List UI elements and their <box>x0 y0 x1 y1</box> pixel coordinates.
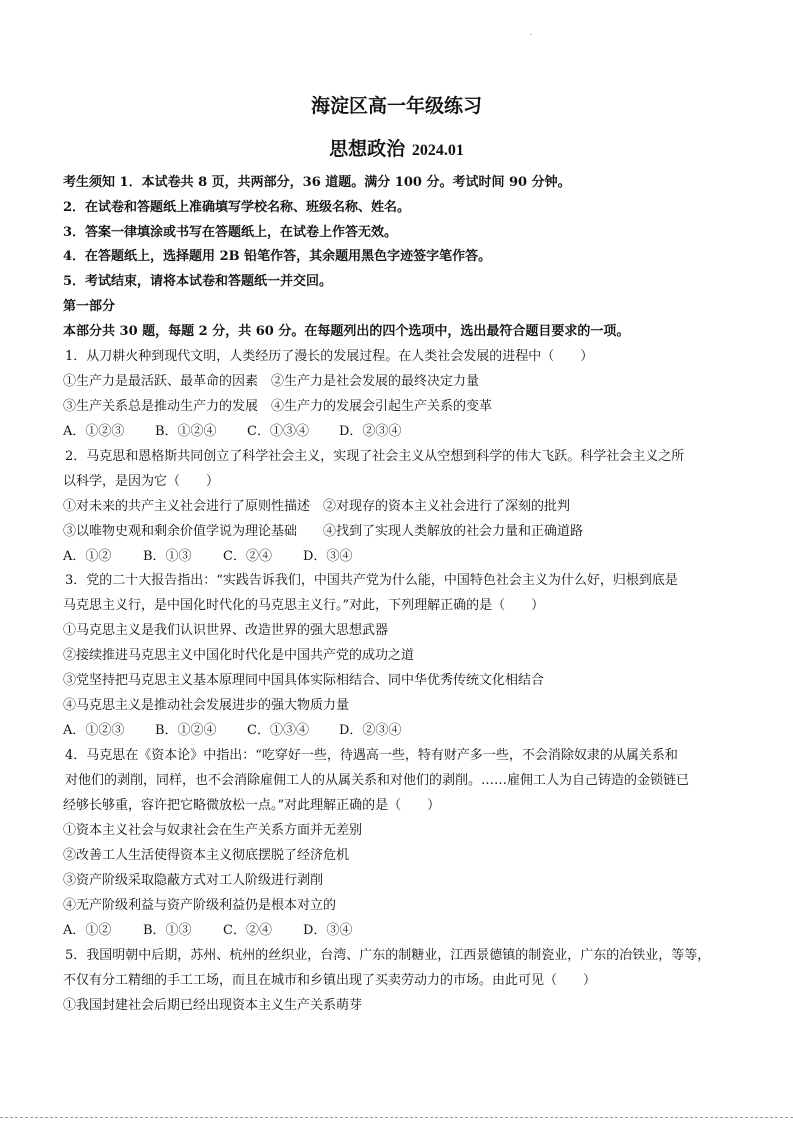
q3-options <box>63 723 401 739</box>
q1-option-c: C．①③④ <box>247 424 309 439</box>
notice-item-3: 3．答案一律填涂或书写在答题纸上，在试卷上作答无效。 <box>63 225 398 240</box>
q4-statement-4: ④无产阶级利益与资产阶级利益仍是根本对立的 <box>63 898 337 913</box>
q4-option-a: A．①② <box>63 923 112 938</box>
q5-stem-line-1: 5．我国明朝中后期，苏州、杭州的丝织业，台湾、广东的制糖业，江西景德镇的制瓷业，广东的冶铁业，等等， <box>65 948 711 963</box>
q4-statement-2: ②改善工人生活使得资本主义彻底摆脱了经济危机 <box>63 848 350 863</box>
q3-stem-line-2: 马克思主义行，是中国化时代化的马克思主义行。”对此，下列理解正确的是（ ） <box>63 598 545 613</box>
notice-item-2: 2．在试卷和答题纸上准确填写学校名称、班级名称、姓名。 <box>63 200 411 215</box>
q1-option-a: A．①②③ <box>63 424 125 439</box>
q3-option-b: B．①②④ <box>155 723 217 738</box>
subject-label: 思想政治 <box>329 138 406 160</box>
page-bottom-divider <box>0 1117 793 1118</box>
notice-item-5: 5．考试结束，请将本试卷和答题纸一并交回。 <box>63 274 333 289</box>
q4-statement-1: ①资本主义社会与奴隶社会在生产关系方面并无差别 <box>63 823 363 838</box>
exam-subtitle <box>0 134 793 161</box>
q4-option-c: C．②④ <box>223 923 272 938</box>
q5-stem-line-2: 不仅有分工精细的手工工场，而且在城市和乡镇出现了买卖劳动力的市场。由此可见（ ） <box>63 973 597 988</box>
q4-options <box>63 923 352 939</box>
q1-option-b: B．①②④ <box>155 424 217 439</box>
q3-option-d: D．②③④ <box>339 723 402 738</box>
q3-statement-3: ③党坚持把马克思主义基本原理同中国具体实际相结合、同中华优秀传统文化相结合 <box>63 673 545 688</box>
q5-statement-1: ①我国封建社会后期已经出现资本主义生产关系萌芽 <box>63 998 363 1013</box>
q4-stem-line-2: 对他们的剥削，同样，也不会消除雇佣工人的从属关系和对他们的剥削。……雇佣工人为自己铸造的金锁链已 <box>65 773 690 788</box>
exam-date: 2024.01 <box>411 142 464 159</box>
notice-item-1: 考生须知 1．本试卷共 8 页，共两部分，36 道题。满分 100 分。考试时间 90 分钟。 <box>63 175 571 190</box>
q4-stem-line-1: 4．马克思在《资本论》中指出：“吃穿好一些，待遇高一些，特有财产多一些，不会消除奴隶的从属关系和 <box>65 748 678 763</box>
q4-option-d: D．③④ <box>303 923 353 938</box>
q3-statement-1: ①马克思主义是我们认识世界、改造世界的强大思想武器 <box>63 623 389 638</box>
q2-stem-line-2: 以科学，是因为它（ ） <box>63 474 220 489</box>
q4-statement-3: ③资产阶级采取隐蔽方式对工人阶级进行剥削 <box>63 873 324 888</box>
q2-option-b: B．①③ <box>143 549 192 564</box>
q3-statement-2: ②接续推进马克思主义中国化时代化是中国共产党的成功之道 <box>63 648 415 663</box>
q2-option-d: D．③④ <box>303 549 353 564</box>
q2-option-c: C．②④ <box>223 549 272 564</box>
q3-option-a: A．①②③ <box>63 723 125 738</box>
notice-item-4: 4．在答题纸上，选择题用 2B 铅笔作答，其余题用黑色字迹签字笔作答。 <box>63 249 492 264</box>
exam-title: 海淀区高一年级练习 <box>310 95 482 117</box>
section-instructions: 本部分共 30 题，每题 2 分，共 60 分。在每题列出的四个选项中，选出最符合题目要求的一项。 <box>63 324 630 339</box>
q2-statements-1-2: ①对未来的共产主义社会进行了原则性描述 ②对现存的资本主义社会进行了深刻的批判 <box>63 499 571 514</box>
q3-option-c: C．①③④ <box>247 723 309 738</box>
scan-speck <box>530 34 532 35</box>
q3-stem-line-1: 3．党的二十大报告指出：“实践告诉我们，中国共产党为什么能，中国特色社会主义为什么好，归根到底是 <box>65 573 678 588</box>
q4-stem-line-3: 经够长够重，容许把它略微放松一点。”对此理解正确的是（ ） <box>63 798 441 813</box>
q3-statement-4: ④马克思主义是推动社会发展进步的强大物质力量 <box>63 698 350 713</box>
q2-option-a: A．①② <box>63 549 112 564</box>
q2-stem-line-1: 2．马克思和恩格斯共同创立了科学社会主义，实现了社会主义从空想到科学的伟大飞跃。科学社会主义之所 <box>65 449 685 464</box>
q1-option-d: D．②③④ <box>339 424 402 439</box>
q2-statements-3-4: ③以唯物史观和剩余价值学说为理论基础 ④找到了实现人类解放的社会力量和正确道路 <box>63 524 584 539</box>
q4-option-b: B．①③ <box>143 923 192 938</box>
q2-options <box>63 549 352 565</box>
q1-statements-1-2: ①生产力是最活跃、最革命的因素 ②生产力是社会发展的最终决定力量 <box>63 374 480 389</box>
q1-options <box>63 424 401 440</box>
q1-stem: 1．从刀耕火种到现代文明，人类经历了漫长的发展过程。在人类社会发展的进程中（ ） <box>65 349 594 364</box>
q1-statements-3-4: ③生产关系总是推动生产力的发展 ④生产力的发展会引起生产关系的变革 <box>63 399 493 414</box>
section-title: 第一部分 <box>63 299 116 314</box>
